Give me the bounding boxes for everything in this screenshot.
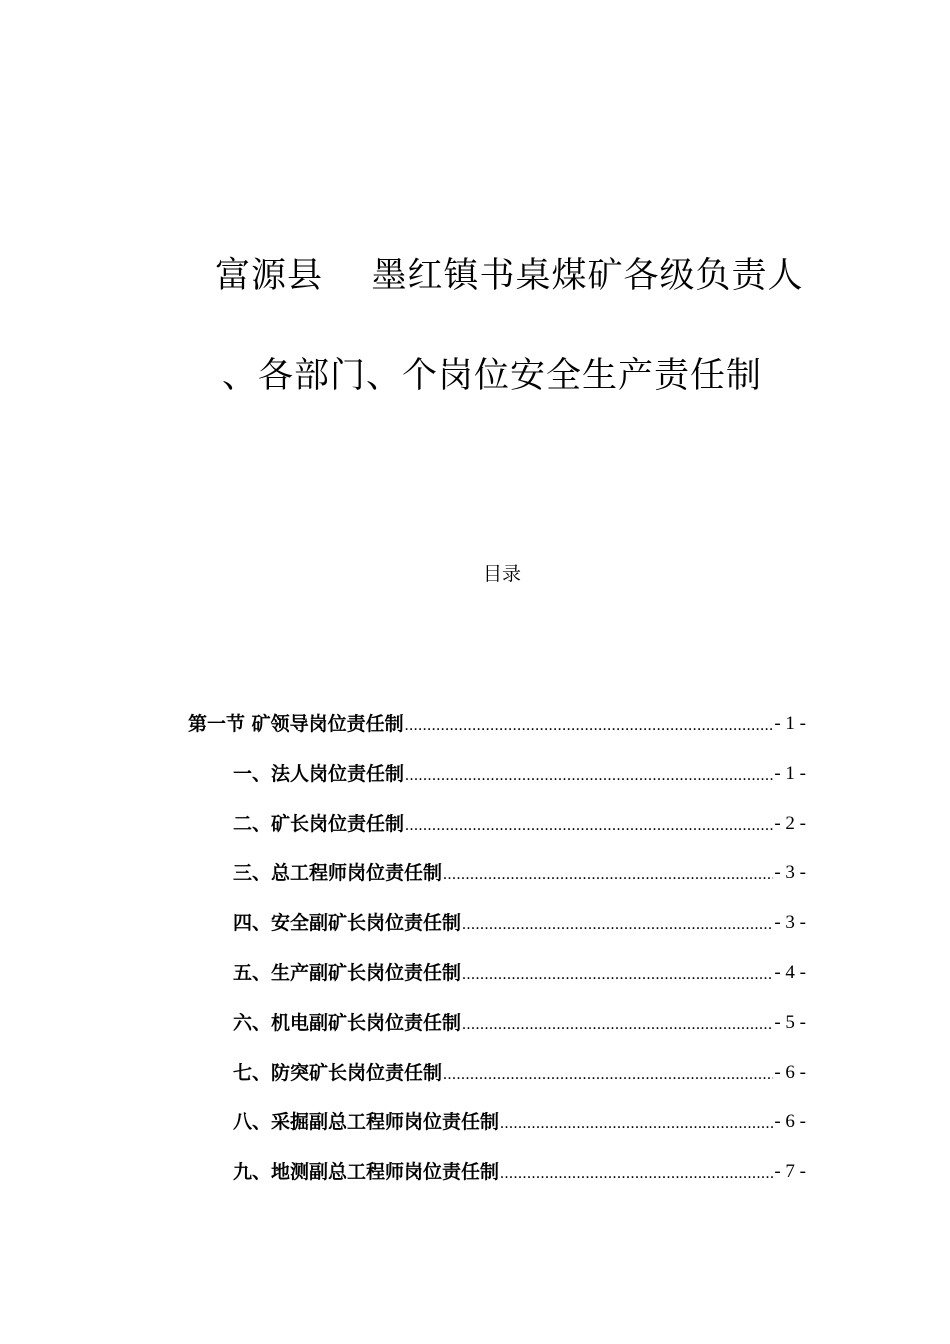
toc-entry-label: 第一节 矿领导岗位责任制 <box>188 713 404 735</box>
toc-entry-label: 九、地测副总工程师岗位责任制 <box>233 1161 500 1183</box>
toc-entry-page: - 1 - <box>774 713 806 734</box>
toc-entry-label: 七、防突矿长岗位责任制 <box>233 1062 443 1084</box>
toc-entry-page: - 7 - <box>774 1161 806 1182</box>
toc-entry[interactable] <box>233 757 806 787</box>
toc-dot-leader <box>405 765 773 787</box>
toc-entry-label: 三、总工程师岗位责任制 <box>233 862 443 884</box>
toc-heading: 目录 <box>482 563 521 585</box>
toc-dot-leader <box>500 1113 773 1135</box>
toc-entry-label: 一、法人岗位责任制 <box>233 763 405 785</box>
toc-entry-page: - 3 - <box>774 862 806 883</box>
toc-entry[interactable] <box>188 707 806 737</box>
document-title-line-1: 富源县 墨红镇书桌煤矿各级负责人 <box>215 256 804 296</box>
toc-dot-leader <box>500 1163 773 1185</box>
toc-entry-page: - 2 - <box>774 813 806 834</box>
toc-dot-leader <box>405 715 774 737</box>
toc-entry-label: 二、矿长岗位责任制 <box>233 813 405 835</box>
toc-dot-leader <box>405 815 773 837</box>
toc-entry-label: 四、安全副矿长岗位责任制 <box>233 912 462 934</box>
toc-entry[interactable] <box>233 1056 806 1086</box>
toc-entry-label: 八、采掘副总工程师岗位责任制 <box>233 1111 500 1133</box>
toc-entry-label: 六、机电副矿长岗位责任制 <box>233 1012 462 1034</box>
toc-entry[interactable] <box>233 807 806 837</box>
toc-entry[interactable] <box>233 1155 806 1185</box>
toc-entry-page: - 1 - <box>774 763 806 784</box>
toc-dot-leader <box>462 964 773 986</box>
toc-entry-label: 五、生产副矿长岗位责任制 <box>233 962 462 984</box>
toc-dot-leader <box>462 914 773 936</box>
document-title-line-2: 、各部门、个岗位安全生产责任制 <box>222 356 763 396</box>
toc-dot-leader <box>443 1064 773 1086</box>
toc-entry[interactable] <box>233 856 806 886</box>
toc-entry[interactable] <box>233 1006 806 1036</box>
toc-entry[interactable] <box>233 1105 806 1135</box>
toc-entry-page: - 3 - <box>774 912 806 933</box>
toc-entry-page: - 6 - <box>774 1062 806 1083</box>
toc-entry[interactable] <box>233 906 806 936</box>
toc-entry-page: - 6 - <box>774 1111 806 1132</box>
toc-entry-page: - 4 - <box>774 962 806 983</box>
toc-entry[interactable] <box>233 956 806 986</box>
toc-dot-leader <box>443 864 773 886</box>
toc-entry-page: - 5 - <box>774 1012 806 1033</box>
toc-dot-leader <box>462 1014 773 1036</box>
